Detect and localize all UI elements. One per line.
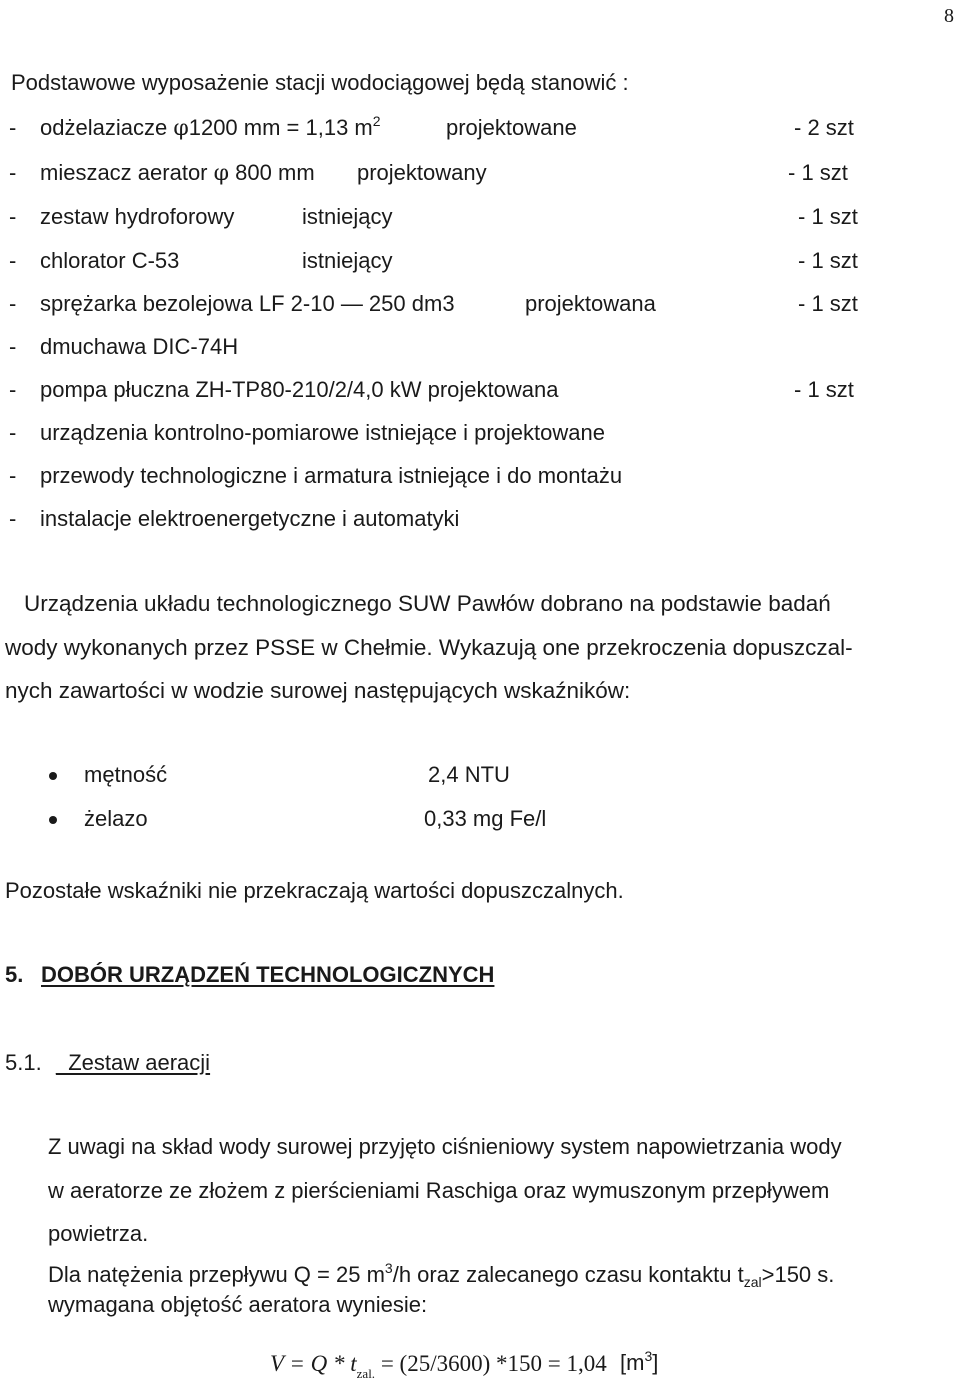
equipment-name: instalacje elektroenergetyczne i automatyki: [40, 506, 460, 531]
list-dash: -: [9, 291, 17, 316]
list-dash: -: [9, 334, 17, 359]
list-dash: -: [9, 248, 17, 273]
equipment-name: chlorator C-53: [40, 248, 180, 273]
paragraph-line: Z uwagi na skład wody surowej przyjęto ciśnieniowy system napowietrzania wody: [48, 1134, 842, 1159]
equipment-status: projektowany: [357, 160, 487, 185]
bullet-icon: [49, 772, 57, 780]
indicator-name: mętność: [84, 762, 168, 787]
formula-unit: $[m^3]$: [620, 1348, 659, 1375]
subsection-title: _Zestaw aeracji: [56, 1050, 211, 1075]
list-dash: -: [9, 506, 17, 531]
indicator-value: 0,33 mg Fe/l: [424, 806, 547, 831]
paragraph-line: nych zawartości w wodzie surowej następujących wskaźników:: [5, 678, 631, 703]
page-number: 8: [944, 5, 954, 27]
equipment-status: projektowane: [446, 115, 577, 140]
list-dash: -: [9, 420, 17, 445]
equipment-status: istniejący: [302, 248, 393, 273]
list-dash: -: [9, 204, 17, 229]
indicator-name: żelazo: [84, 806, 148, 831]
paragraph-line: wody wykonanych przez PSSE w Chełmie. Wykazują one przekroczenia dopuszczal-: [5, 635, 853, 660]
phi-symbol: φ: [213, 161, 230, 186]
equipment-qty: - 1 szt: [798, 248, 858, 273]
list-dash: -: [9, 463, 17, 488]
equipment-name: przewody technologiczne i armatura istniejące i do montażu: [40, 463, 623, 488]
equipment-name: sprężarka bezolejowa LF 2-10 — 250 dm3: [40, 291, 455, 316]
volume-formula: $V = Q * t_{zal.} = (25/3600) *150 = 1,04$: [270, 1351, 607, 1381]
phi-symbol: φ: [173, 116, 189, 141]
list-dash: -: [9, 115, 17, 140]
equipment-qty: - 1 szt: [788, 160, 848, 185]
paragraph-line: Urządzenia układu technologicznego SUW Pawłów dobrano na podstawie badań: [24, 591, 831, 616]
equipment-name: zestaw hydroforowy: [40, 204, 235, 229]
equipment-qty: - 1 szt: [798, 204, 858, 229]
subsection-number: 5.1.: [5, 1050, 42, 1075]
volume-intro: wymagana objętość aeratora wyniesie:: [48, 1292, 428, 1317]
equipment-status: istniejący: [302, 204, 393, 229]
equipment-qty: - 1 szt: [798, 291, 858, 316]
equipment-status: projektowana: [525, 291, 656, 316]
equipment-qty: - 1 szt: [794, 377, 854, 402]
equipment-qty: - 2 szt: [794, 115, 854, 140]
list-dash: -: [9, 160, 17, 185]
intro-text: Podstawowe wyposażenie stacji wodociągowej będą stanowić :: [11, 70, 629, 95]
section-number: 5.: [5, 962, 24, 987]
equipment-name: pompa płuczna ZH-TP80-210/2/4,0 kW projektowana: [40, 377, 559, 402]
list-dash: -: [9, 377, 17, 402]
bullet-icon: [49, 816, 57, 824]
flow-text: Dla natężenia przepływu Q = 25 $m^3/h$ oraz zalecanego czasu kontaktu $t_{zal}>150$ s.: [48, 1260, 835, 1290]
paragraph-line: w aeratorze ze złożem z pierścieniami Raschiga oraz wymuszonym przepływem: [48, 1178, 830, 1203]
equipment-name: odżelaziacze φ1200 mm = 1,13 $m^2$: [40, 113, 381, 141]
remaining-text: Pozostałe wskaźniki nie przekraczają wartości dopuszczalnych.: [5, 878, 624, 903]
indicator-value: 2,4 NTU: [428, 762, 510, 787]
section-title: DOBÓR URZĄDZEŃ TECHNOLOGICZNYCH: [41, 962, 495, 987]
equipment-name: urządzenia kontrolno-pomiarowe istniejące i projektowane: [40, 420, 605, 445]
equipment-name: dmuchawa DIC-74H: [40, 334, 239, 359]
equipment-name: mieszacz aerator φ 800 mm: [40, 160, 315, 186]
paragraph-line: powietrza.: [48, 1221, 149, 1246]
